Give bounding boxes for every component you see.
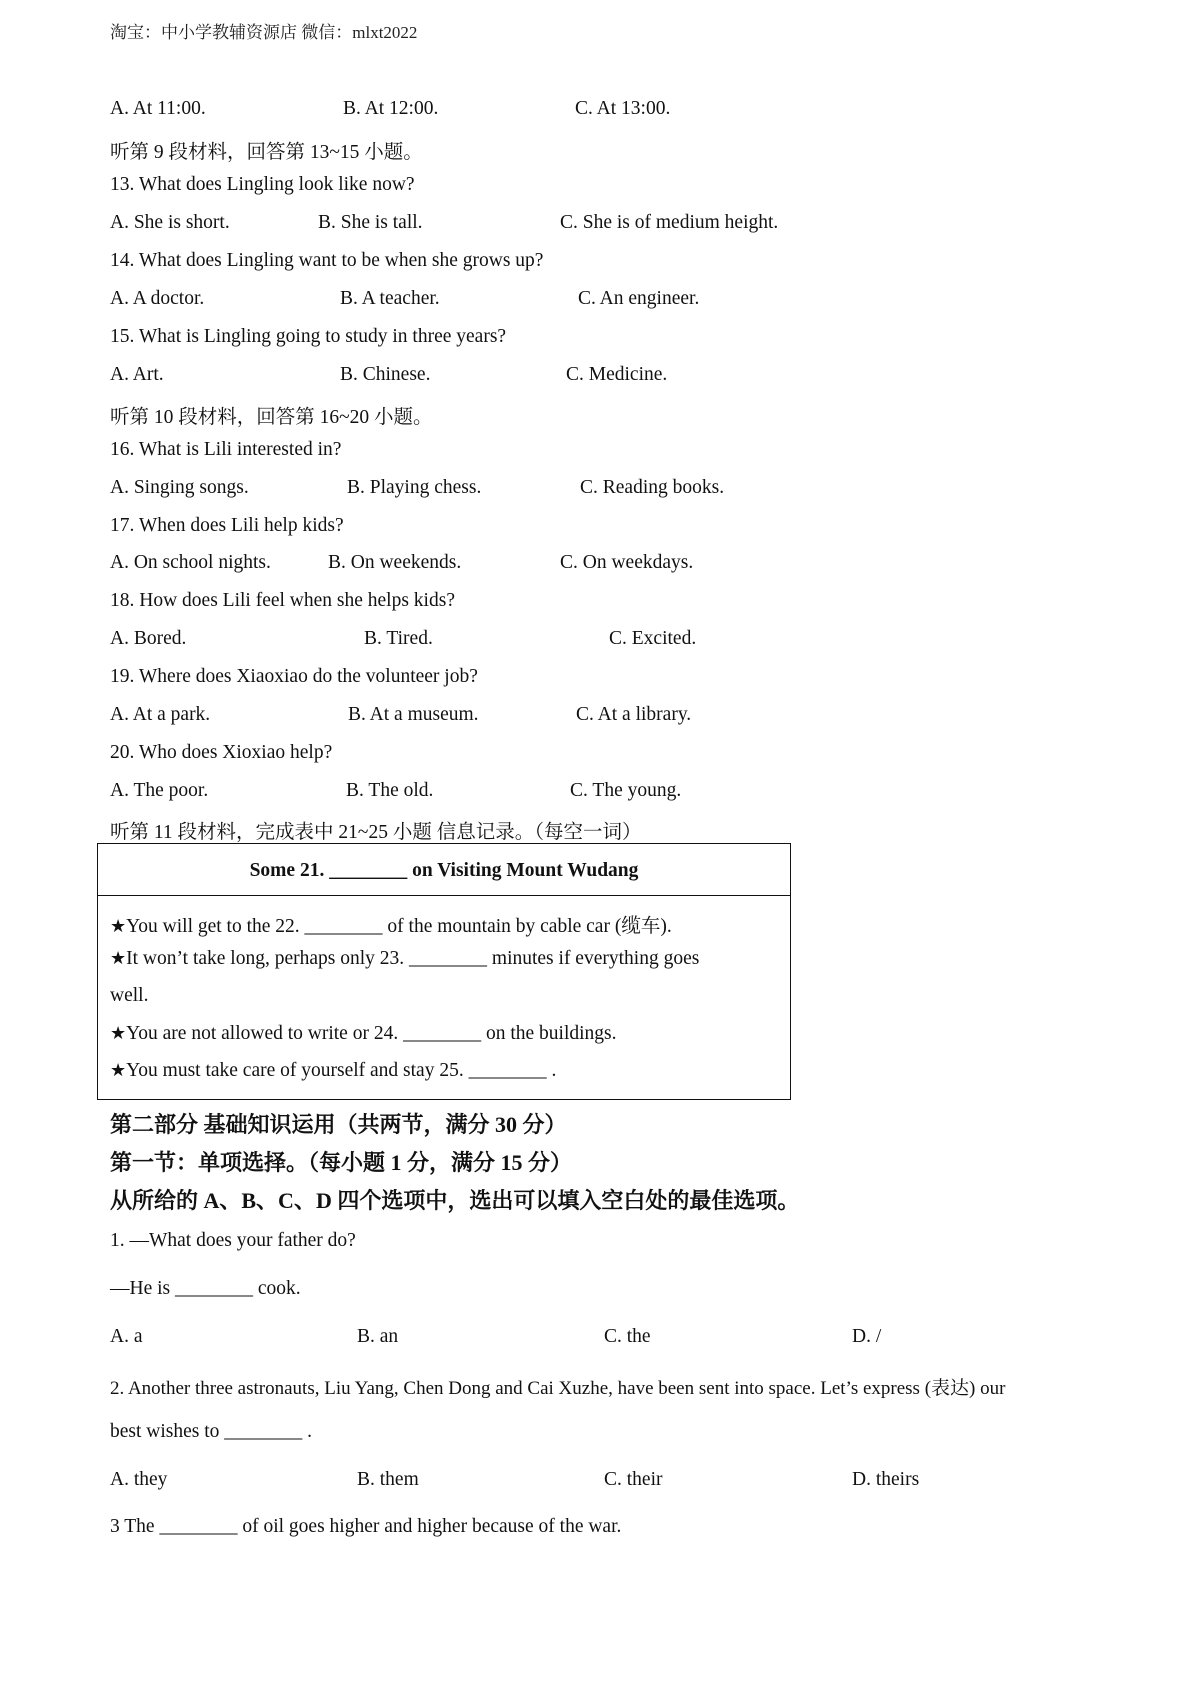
mc1-stem: 1. —What does your father do? bbox=[110, 1230, 356, 1251]
q16-option-b: B. Playing chess. bbox=[347, 477, 482, 498]
q20-option-c: C. The young. bbox=[570, 780, 682, 801]
part-2-instruction: 从所给的 A、B、C、D 四个选项中，选出可以填入空白处的最佳选项。 bbox=[110, 1188, 800, 1213]
mc2-stem-continuation: best wishes to ________ . bbox=[110, 1421, 313, 1442]
mc2-option-d: D. theirs bbox=[852, 1469, 920, 1490]
mc2-option-b: B. them bbox=[357, 1469, 419, 1490]
q17-option-c: C. On weekdays. bbox=[560, 552, 694, 573]
star-icon: ★ bbox=[110, 1023, 127, 1044]
q16-stem: 16. What is Lili interested in? bbox=[110, 439, 342, 460]
q15-option-a: A. Art. bbox=[110, 364, 164, 385]
q15-stem: 15. What is Lingling going to study in three years? bbox=[110, 326, 507, 347]
q13-option-b: B. She is tall. bbox=[318, 212, 423, 233]
star-icon: ★ bbox=[110, 916, 127, 937]
q17-stem: 17. When does Lili help kids? bbox=[110, 515, 344, 536]
info-table-row-text: You must take care of yourself and stay 25. ________ . bbox=[126, 1060, 557, 1081]
mc3-stem: 3 The ________ of oil goes higher and higher because of the war. bbox=[110, 1516, 622, 1537]
q20-option-a: A. The poor. bbox=[110, 780, 209, 801]
page-header: 淘宝：中小学教辅资源店 微信：mlxt2022 bbox=[110, 23, 418, 42]
star-icon: ★ bbox=[110, 1060, 127, 1081]
q18-option-a: A. Bored. bbox=[110, 628, 187, 649]
q19-option-b: B. At a museum. bbox=[348, 704, 479, 725]
mc2-option-a: A. they bbox=[110, 1469, 168, 1490]
mc2-option-c: C. their bbox=[604, 1469, 663, 1490]
q15-option-b: B. Chinese. bbox=[340, 364, 431, 385]
mc1-option-b: B. an bbox=[357, 1326, 399, 1347]
info-table-title: Some 21. ________ on Visiting Mount Wudang bbox=[98, 844, 790, 896]
q18-option-b: B. Tired. bbox=[364, 628, 433, 649]
section-10-instruction: 听第 10 段材料，回答第 16~20 小题。 bbox=[110, 407, 433, 428]
q17-option-b: B. On weekends. bbox=[328, 552, 462, 573]
part-2-section-1-heading: 第一节：单项选择。（每小题 1 分，满分 15 分） bbox=[110, 1150, 573, 1175]
q17-option-a: A. On school nights. bbox=[110, 552, 271, 573]
mc1-option-a: A. a bbox=[110, 1326, 143, 1347]
part-2-heading: 第二部分 基础知识运用（共两节，满分 30 分） bbox=[110, 1112, 567, 1137]
q14-stem: 14. What does Lingling want to be when she grows up? bbox=[110, 250, 544, 271]
q13-stem: 13. What does Lingling look like now? bbox=[110, 174, 415, 195]
mc1-option-c: C. the bbox=[604, 1326, 651, 1347]
q13-option-a: A. She is short. bbox=[110, 212, 230, 233]
q12-option-b: B. At 12:00. bbox=[343, 98, 439, 119]
info-table-row bbox=[110, 1060, 556, 1082]
q13-option-c: C. She is of medium height. bbox=[560, 212, 779, 233]
q12-option-a: A. At 11:00. bbox=[110, 98, 206, 119]
q18-stem: 18. How does Lili feel when she helps kids? bbox=[110, 590, 455, 611]
mc2-stem: 2. Another three astronauts, Liu Yang, Chen Dong and Cai Xuzhe, have been sent into space. Let’s express (表达) our bbox=[110, 1378, 1006, 1399]
q15-option-c: C. Medicine. bbox=[566, 364, 668, 385]
section-11-instruction: 听第 11 段材料，完成表中 21~25 小题 信息记录。（每空一词） bbox=[110, 822, 642, 843]
q14-option-b: B. A teacher. bbox=[340, 288, 440, 309]
mc1-option-d: D. / bbox=[852, 1326, 882, 1347]
q19-option-c: C. At a library. bbox=[576, 704, 692, 725]
q19-stem: 19. Where does Xiaoxiao do the volunteer job? bbox=[110, 666, 478, 687]
info-table-row bbox=[110, 910, 672, 938]
info-table-row-text: You are not allowed to write or 24. ________ on the buildings. bbox=[126, 1023, 617, 1044]
q20-option-b: B. The old. bbox=[346, 780, 434, 801]
q12-option-c: C. At 13:00. bbox=[575, 98, 671, 119]
star-icon: ★ bbox=[110, 948, 127, 969]
mc1-answer-line: —He is ________ cook. bbox=[110, 1278, 301, 1299]
q19-option-a: A. At a park. bbox=[110, 704, 211, 725]
q16-option-a: A. Singing songs. bbox=[110, 477, 249, 498]
q14-option-c: C. An engineer. bbox=[578, 288, 700, 309]
q18-option-c: C. Excited. bbox=[609, 628, 697, 649]
q16-option-c: C. Reading books. bbox=[580, 477, 725, 498]
info-table-row-continuation: well. bbox=[110, 985, 149, 1006]
section-9-instruction: 听第 9 段材料，回答第 13~15 小题。 bbox=[110, 142, 423, 163]
info-table bbox=[97, 843, 791, 1100]
info-table-row-text: It won’t take long, perhaps only 23. ________ minutes if everything goes bbox=[126, 948, 700, 969]
info-table-row-text: You will get to the 22. ________ of the mountain by cable car (缆车). bbox=[126, 916, 672, 937]
q14-option-a: A. A doctor. bbox=[110, 288, 205, 309]
info-table-row bbox=[110, 1023, 617, 1045]
q20-stem: 20. Who does Xioxiao help? bbox=[110, 742, 333, 763]
info-table-row bbox=[110, 948, 699, 970]
